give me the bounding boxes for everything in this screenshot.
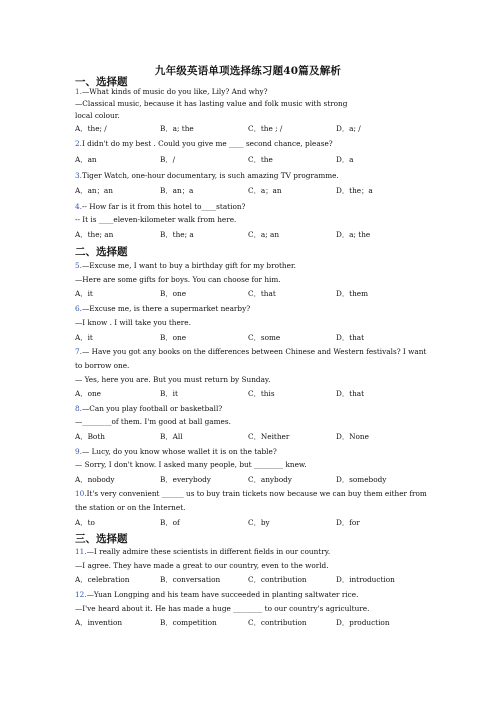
question-line: —________of them. I'm good at ball games. xyxy=(75,417,231,426)
question-7 xyxy=(75,347,426,356)
option-c: C．Neither xyxy=(248,432,290,441)
question-line: —I know . I will take you there. xyxy=(75,318,191,327)
option-c: C．a; an xyxy=(248,230,280,239)
question-8 xyxy=(75,404,222,413)
options-row xyxy=(75,186,415,195)
question-number: 7. xyxy=(75,347,82,356)
option-a: A．it xyxy=(75,333,93,342)
option-d: D．None xyxy=(336,432,369,441)
question-line: — Yes, here you are. But you must return by Sunday. xyxy=(75,375,271,384)
option-a: A．celebration xyxy=(75,575,130,584)
options-row xyxy=(75,618,415,627)
question-number: 3. xyxy=(75,171,82,180)
question-line: —I agree. They have made a great to our country, even to the world. xyxy=(75,561,329,570)
options-row xyxy=(75,333,415,342)
option-a: A．invention xyxy=(75,618,123,627)
option-b: B．it xyxy=(160,389,178,398)
question-number: 11. xyxy=(75,547,87,556)
option-a: A．the; an xyxy=(75,230,114,239)
question-6 xyxy=(75,304,250,313)
option-a: A．an xyxy=(75,155,97,164)
option-a: A．the; / xyxy=(75,124,107,133)
option-c: C．the xyxy=(248,155,273,164)
option-c: C．anybody xyxy=(248,475,292,484)
option-d: D．a; / xyxy=(336,124,361,133)
option-a: A．it xyxy=(75,289,93,298)
question-4 xyxy=(75,202,245,211)
question-number: 10. xyxy=(75,489,87,498)
question-text: — Have you got any books on the differences between Chinese and Western festivals? I want xyxy=(81,347,427,356)
question-text: —Excuse me, is there a supermarket nearby? xyxy=(81,304,251,313)
option-a: A．one xyxy=(75,389,101,398)
option-c: C．some xyxy=(248,333,281,342)
question-5 xyxy=(75,261,296,270)
question-3 xyxy=(75,171,339,180)
question-number: 4. xyxy=(75,202,82,211)
question-number: 9. xyxy=(75,447,82,456)
options-row xyxy=(75,389,415,398)
question-1 xyxy=(75,87,268,96)
option-b: B．conversation xyxy=(160,575,221,584)
question-line: —Classical music, because it has lasting value and folk music with strong xyxy=(75,99,348,108)
option-b: B．the; a xyxy=(160,230,194,239)
section-heading-1: 一、选择题 xyxy=(75,76,128,88)
options-row xyxy=(75,124,415,133)
question-line: the station or on the Internet. xyxy=(75,503,186,512)
question-2 xyxy=(75,139,333,148)
section-heading-2: 二、选择题 xyxy=(75,246,128,258)
option-d: D．that xyxy=(336,333,365,342)
question-line: —I've heard about it. He has made a huge ________ to our country's agriculture. xyxy=(75,604,370,613)
option-d: D．them xyxy=(336,289,369,298)
option-b: B．an；a xyxy=(160,186,194,195)
question-number: 1. xyxy=(75,87,82,96)
question-9 xyxy=(75,447,277,456)
question-text: —What kinds of music do you like, Lily? And why? xyxy=(81,87,268,96)
options-row xyxy=(75,230,415,239)
question-text: — Lucy, do you know whose wallet it is on the table? xyxy=(81,447,277,456)
option-a: A．nobody xyxy=(75,475,115,484)
question-12 xyxy=(75,590,358,599)
option-b: B．everybody xyxy=(160,475,211,484)
question-number: 8. xyxy=(75,404,82,413)
options-row xyxy=(75,432,415,441)
option-a: A．an；an xyxy=(75,186,113,195)
question-number: 5. xyxy=(75,261,82,270)
option-c: C．the ; / xyxy=(248,124,283,133)
option-d: D．production xyxy=(336,618,390,627)
option-b: B．All xyxy=(160,432,183,441)
section-heading-3: 三、选择题 xyxy=(75,533,128,545)
option-b: B．competition xyxy=(160,618,217,627)
option-a: A．to xyxy=(75,518,95,527)
question-text: —Excuse me, I want to buy a birthday gift for my brother. xyxy=(81,261,296,270)
question-line: — Sorry, I don't know. I asked many people, but ________ knew. xyxy=(75,460,307,469)
option-c: C．contribution xyxy=(248,618,307,627)
option-b: B．one xyxy=(160,333,187,342)
option-d: D．introduction xyxy=(336,575,395,584)
question-text: It's very convenient ______ us to buy train tickets now because we can buy them either from xyxy=(86,489,427,498)
option-d: D．somebody xyxy=(336,475,387,484)
options-row xyxy=(75,155,415,164)
question-number: 2. xyxy=(75,139,82,148)
question-11 xyxy=(75,547,330,556)
option-d: D．the；a xyxy=(336,186,373,195)
options-row xyxy=(75,518,415,527)
options-row xyxy=(75,289,415,298)
option-b: B．/ xyxy=(160,155,176,164)
question-text: I didn't do my best . Could you give me ____ second chance, please? xyxy=(81,139,333,148)
options-row xyxy=(75,475,415,484)
option-c: C．contribution xyxy=(248,575,307,584)
question-line: to borrow one. xyxy=(75,361,130,370)
option-d: D．a xyxy=(336,155,354,164)
option-b: B．one xyxy=(160,289,187,298)
options-row xyxy=(75,575,415,584)
option-d: D．for xyxy=(336,518,360,527)
option-b: B．a; the xyxy=(160,124,194,133)
question-text: Tiger Watch, one-hour documentary, is such amazing TV programme. xyxy=(81,171,339,180)
page-title: 九年级英语单项选择练习题40篇及解析 xyxy=(154,65,342,77)
question-10 xyxy=(75,489,427,498)
option-c: C．a；an xyxy=(248,186,282,195)
question-text: —Yuan Longping and his team have succeeded in planting saltwater rice. xyxy=(86,590,359,599)
option-d: D．that xyxy=(336,389,365,398)
question-line: -- It is ____eleven-kilometer walk from here. xyxy=(75,215,237,224)
option-c: C．this xyxy=(248,389,275,398)
option-b: B．of xyxy=(160,518,180,527)
option-c: C．by xyxy=(248,518,270,527)
question-text: -- How far is it from this hotel to____station? xyxy=(81,202,246,211)
question-line: —Here are some gifts for boys. You can choose for him. xyxy=(75,275,281,284)
option-a: A．Both xyxy=(75,432,105,441)
question-text: —Can you play football or basketball? xyxy=(81,404,223,413)
option-d: D．a; the xyxy=(336,230,371,239)
question-number: 6. xyxy=(75,304,82,313)
question-line: local colour. xyxy=(75,111,120,120)
option-c: C．that xyxy=(248,289,276,298)
question-number: 12. xyxy=(75,590,87,599)
question-text: —I really admire these scientists in different fields in our country. xyxy=(86,547,331,556)
